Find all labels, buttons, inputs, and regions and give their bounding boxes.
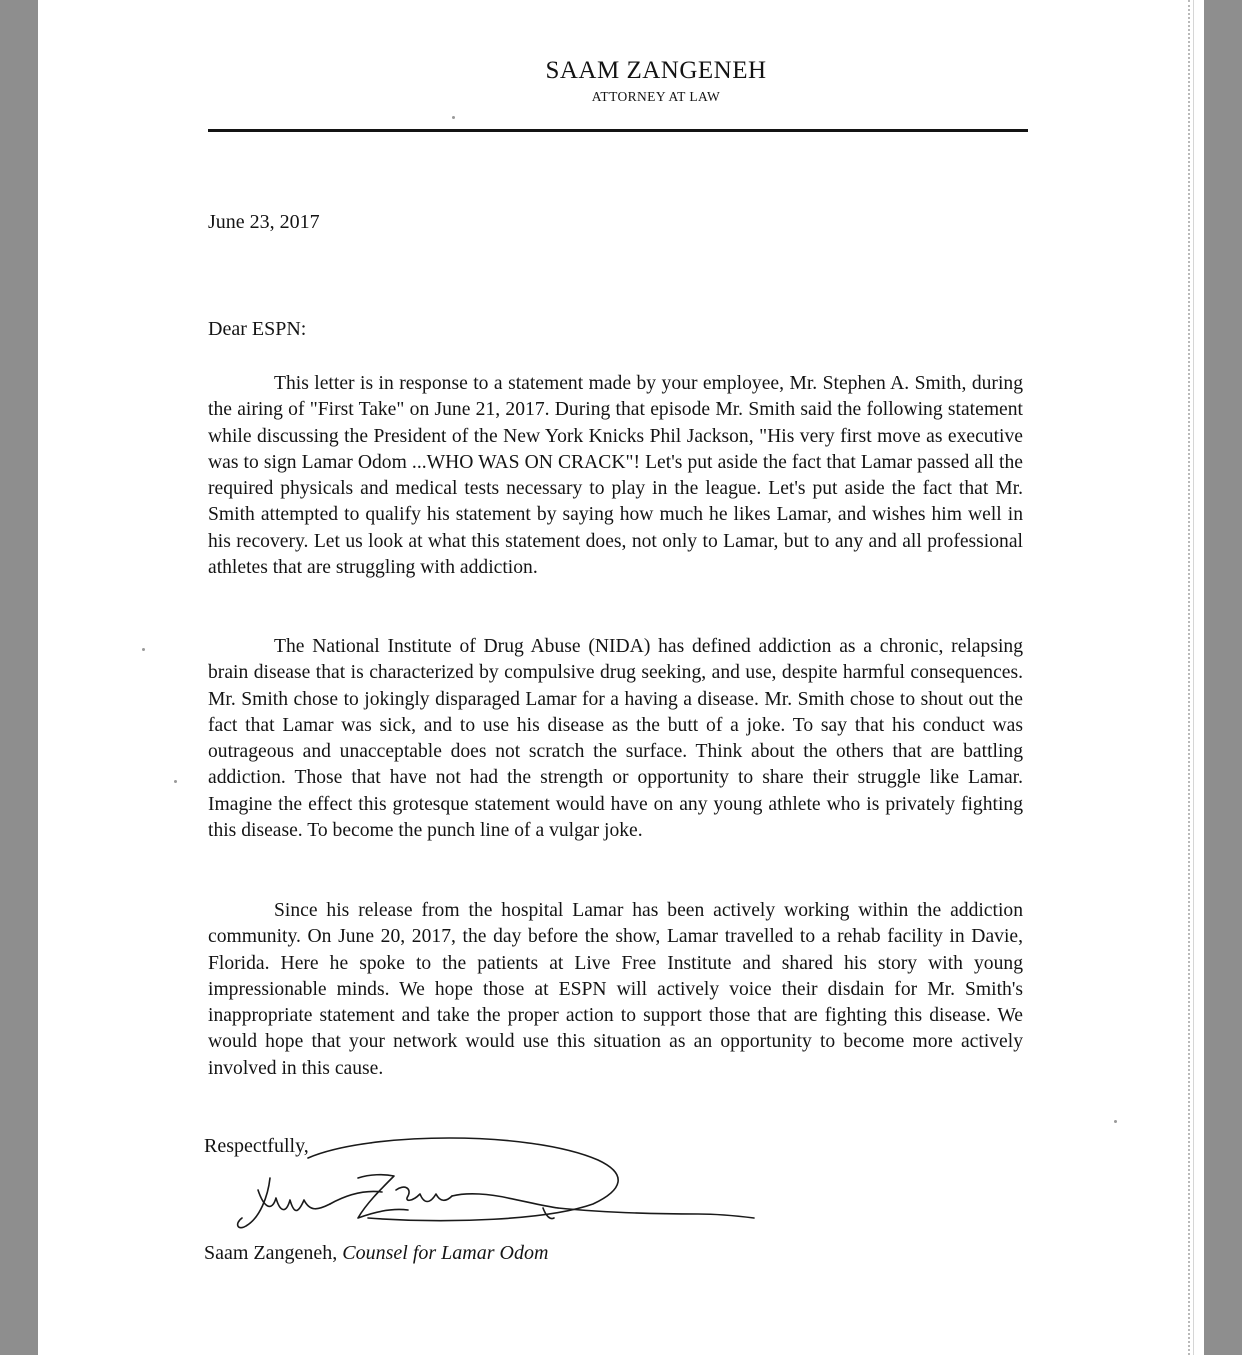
letter-page — [38, 0, 1204, 1355]
letterhead-name: SAAM ZANGENEH — [545, 57, 767, 84]
signer-line — [204, 1242, 548, 1265]
scan-speck — [174, 780, 177, 783]
letterhead-rule — [208, 129, 1028, 132]
letter-salutation: Dear ESPN: — [208, 318, 307, 340]
handwritten-signature — [198, 1128, 758, 1243]
letter-date: June 23, 2017 — [208, 211, 320, 233]
letterhead-title: ATTORNEY AT LAW — [591, 89, 721, 104]
scan-edge — [1188, 0, 1190, 1355]
body-paragraph-1: This letter is in response to a statement made by your employee, Mr. Stephen A. Smith, during the airing of "First Take" on June 21, 2017. During that episode Mr. Smith said the following statement while discussing the President of the New York Knicks Phil Jackson, "His very first move as executive was to sign Lamar Odom ...WHO WAS ON CRACK"! Let's put aside the fact that Lamar passed all the required physicals and medical tests necessary to play in the league. Let's put aside the fact that Mr. Smith attempted to qualify his statement by saying how much he likes Lamar, and wishes him well in his recovery. Let us look at what this statement does, not only to Lamar, but to any and all professional athletes that are struggling with addiction. — [208, 373, 1023, 579]
letter-closing: Respectfully, — [204, 1135, 309, 1157]
body-paragraph-2: The National Institute of Drug Abuse (NIDA) has defined addiction as a chronic, relapsing brain disease that is characterized by compulsive drug seeking, and use, despite harmful consequences. Mr. Smith chose to jokingly disparaged Lamar for a having a disease. Mr. Smith chose to shout out the fact that Lamar was sick, and to use his disease as the butt of a joke. To say that his conduct was outrageous and unacceptable does not scratch the surface. Think about the others that are battling addiction. Those that have not had the strength or opportunity to share their struggle like Lamar. Imagine the effect this grotesque statement would have on any young athlete who is privately fighting this disease. To become the punch line of a vulgar joke. — [208, 636, 1023, 842]
body-paragraph-3: Since his release from the hospital Lamar has been actively working within the addiction community. On June 20, 2017, the day before the show, Lamar travelled to a rehab facility in Davie, Florida. Here he spoke to the patients at Live Free Institute and shared his story with young impressionable minds. We hope those at ESPN will actively voice their disdain for Mr. Smith's inappropriate statement and take the proper action to support those that are fighting this disease. We would hope that your network would use this situation as an opportunity to become more actively involved in this cause. — [208, 900, 1023, 1079]
signer-role: Counsel for Lamar Odom — [342, 1242, 549, 1264]
scan-speck — [452, 116, 455, 119]
scan-edge-line — [1193, 0, 1194, 1355]
scan-speck — [142, 648, 145, 651]
signer-name: Saam Zangeneh, — [204, 1242, 338, 1264]
scan-speck — [1114, 1120, 1117, 1123]
